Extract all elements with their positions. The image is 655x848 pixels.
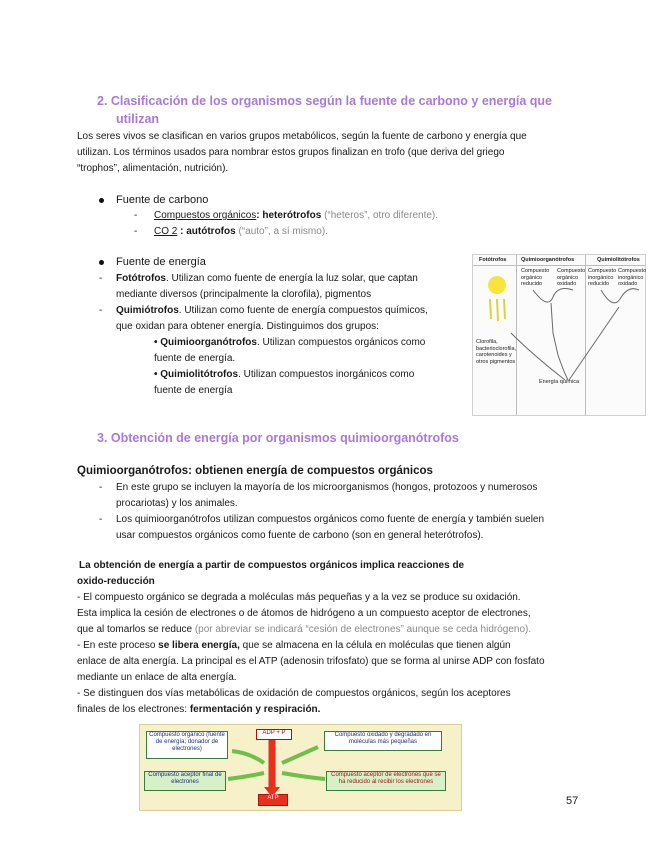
bullet-dot	[99, 260, 104, 265]
inorganic-reduced-label: Compuesto inorgánico reducido	[588, 268, 617, 287]
organic-compound-box: Compuesto orgánico (fuente de energía; donador de electrones)	[146, 731, 228, 759]
chemotrophs-term: Quimiótrofos	[116, 305, 179, 316]
heterotrophs-note: (“heteros”, otro diferente).	[321, 210, 439, 221]
light-rays	[490, 299, 505, 321]
dash: -	[134, 226, 138, 237]
chemolithotrophs-term: • Quimiolitótrofos	[154, 369, 239, 380]
energy-released-term: se libera energía,	[158, 640, 240, 651]
chemotrophs-paragraph	[116, 303, 428, 335]
colon: :	[177, 226, 187, 237]
organic-compounds-link[interactable]: Compuestos orgánicos	[154, 210, 257, 221]
carbon-item-organic	[154, 208, 438, 224]
bullet-dot	[99, 198, 104, 203]
chemical-energy-label: Energía química	[539, 379, 580, 385]
adp-box: ADP + P	[256, 729, 292, 740]
redox-paragraph-2	[77, 638, 545, 686]
paragraph-text: finales de los electrones:	[77, 704, 190, 715]
paragraph-note: (por abreviar se indicará “cesión de electrones” aunque se ceda hidrógeno).	[194, 624, 532, 635]
pigments-label: Clorofila, bacterioclorofila, carotenoides y otros pigmentos	[476, 339, 517, 365]
col-chemolithotrophs-title: Quimiolitótrofos	[597, 257, 640, 263]
intro-line: utilizan. Los términos usados para nombrar estos grupos finalizan en trofo (que deriva del griego	[77, 147, 505, 158]
paragraph-text: - En este proceso	[77, 640, 159, 651]
chemoorganotrophs-text-2: fuente de energía.	[154, 353, 236, 364]
colon: :	[256, 210, 263, 221]
col-chemoorganotrophs-title: Quimioorganótrofos	[521, 257, 575, 263]
list-item-line: usar compuestos orgánicos como fuente de carbono (son en general heterótrofos).	[116, 530, 484, 541]
autotrophs-term: autótrofos	[186, 226, 236, 237]
paragraph-line: - El compuesto orgánico se degrada a moléculas más pequeñas y a la vez se produce su oxidación.	[77, 592, 521, 603]
co2-link[interactable]: CO 2	[154, 226, 178, 237]
dash: -	[99, 482, 103, 493]
dash: -	[134, 210, 138, 221]
reduced-acceptor-box: Compuesto aceptor de electrones que se ha reducido al recibir los electrones	[326, 771, 446, 791]
section-3-heading: 3. Obtención de energía por organismos quimioorganótrofos	[97, 431, 459, 445]
chemolithotrophs-text: . Utilizan compuestos inorgánicos como	[238, 369, 415, 380]
sun-icon	[488, 276, 506, 294]
phototrophs-text: . Utilizan como fuente de energía la luz solar, que captan	[166, 273, 418, 284]
chemolithotrophs-text-2: fuente de energía	[154, 385, 233, 396]
phototrophs-text-2: mediante diversos (principalmente la clorofila), pigmentos	[116, 289, 372, 300]
autotrophs-note: (“auto”, a sí mismo).	[235, 226, 328, 237]
dash: -	[99, 273, 103, 284]
paragraph-line: enlace de alta energía. La principal es el ATP (adenosin trifosfato) que se forma al unirse ADP con fosfato	[77, 656, 545, 667]
heading-line-1: 2. Clasificación de los organismos según la fuente de carbono y energía que	[97, 94, 552, 108]
redox-paragraph-1	[77, 590, 531, 638]
section-2-heading	[97, 92, 552, 110]
list-item-line: En este grupo se incluyen la mayoría de los microorganismos (hongos, protozoos y numerosos	[116, 482, 538, 493]
oxidized-compound-box: Compuesto oxidado y degradado en moléculas más pequeñas	[324, 731, 442, 751]
heterotrophs-term: heterótrofos	[262, 210, 322, 221]
dash: -	[99, 514, 103, 525]
redox-paragraph-3	[77, 686, 511, 718]
inorganic-oxidized-label: Compuesto inorgánico oxidado	[618, 268, 647, 287]
chemotrophs-text-2: que oxidan para obtener energía. Distinguimos dos grupos:	[116, 321, 379, 332]
redox-title-2: oxido-reducción	[77, 576, 155, 587]
organic-oxidized-label: Compuesto orgánico oxidado	[557, 268, 586, 287]
fermentation-respiration-term: fermentación y respiración.	[189, 704, 321, 715]
carbon-item-co2	[154, 224, 328, 240]
redox-diagram	[139, 724, 462, 811]
chemolithotrophs-item	[154, 367, 414, 399]
phototrophs-term: Fotótrofos	[116, 273, 166, 284]
list-item	[116, 512, 544, 544]
pathway-lines	[511, 289, 639, 380]
list-item-line: Los quimioorganótrofos utilizan compuestos orgánicos como fuente de energía y también suelen	[116, 514, 545, 525]
chemoorganotrophs-term: • Quimioorganótrofos	[154, 337, 257, 348]
redox-title	[79, 558, 464, 574]
chemotrophs-text: . Utilizan como fuente de energía compuestos químicos,	[178, 305, 428, 316]
paragraph-text: que al tomarlos se reduce	[77, 624, 195, 635]
chemoorganotrophs-text: . Utilizan compuestos orgánicos como	[256, 337, 426, 348]
paragraph-line: - Se distinguen dos vías metabólicas de oxidación de compuestos orgánicos, según los aceptores	[77, 688, 511, 699]
dash: -	[99, 305, 103, 316]
list-item	[116, 480, 537, 512]
chemoorganotrophs-item	[154, 335, 425, 367]
redox-title-line: La obtención de energía a partir de compuestos orgánicos implica reacciones de	[79, 560, 465, 571]
carbon-title: Fuente de carbono	[116, 194, 209, 206]
paragraph-text: que se almacena en la célula en moléculas que tienen algún	[239, 640, 511, 651]
intro-paragraph	[77, 129, 527, 177]
energy-title: Fuente de energía	[116, 256, 206, 268]
phototrophs-paragraph	[116, 271, 418, 303]
col-phototrophs-title: Fotótrofos	[479, 257, 507, 263]
intro-line: “trophos”, alimentación, nutrición).	[77, 163, 229, 174]
page-number: 57	[566, 795, 579, 807]
atp-box: ATP	[258, 794, 288, 806]
section-2-heading-cont: utilizan	[116, 112, 160, 126]
section-3-subheading: Quimioorganótrofos: obtienen energía de compuestos orgánicos	[77, 465, 433, 477]
list-item-line: procariotas) y los animales.	[116, 498, 238, 509]
paragraph-line: Esta implica la cesión de electrones o de átomos de hidrógeno a un compuesto aceptor de electrones,	[77, 608, 531, 619]
organic-reduced-label: Compuesto orgánico reducido	[521, 268, 550, 287]
metabolic-groups-figure	[472, 254, 646, 416]
intro-line: Los seres vivos se clasifican en varios grupos metabólicos, según la fuente de carbono y energía que	[77, 131, 527, 142]
acceptor-box: Compuesto aceptor final de electrones	[144, 771, 226, 791]
paragraph-line: mediante un enlace de alta energía.	[77, 672, 237, 683]
